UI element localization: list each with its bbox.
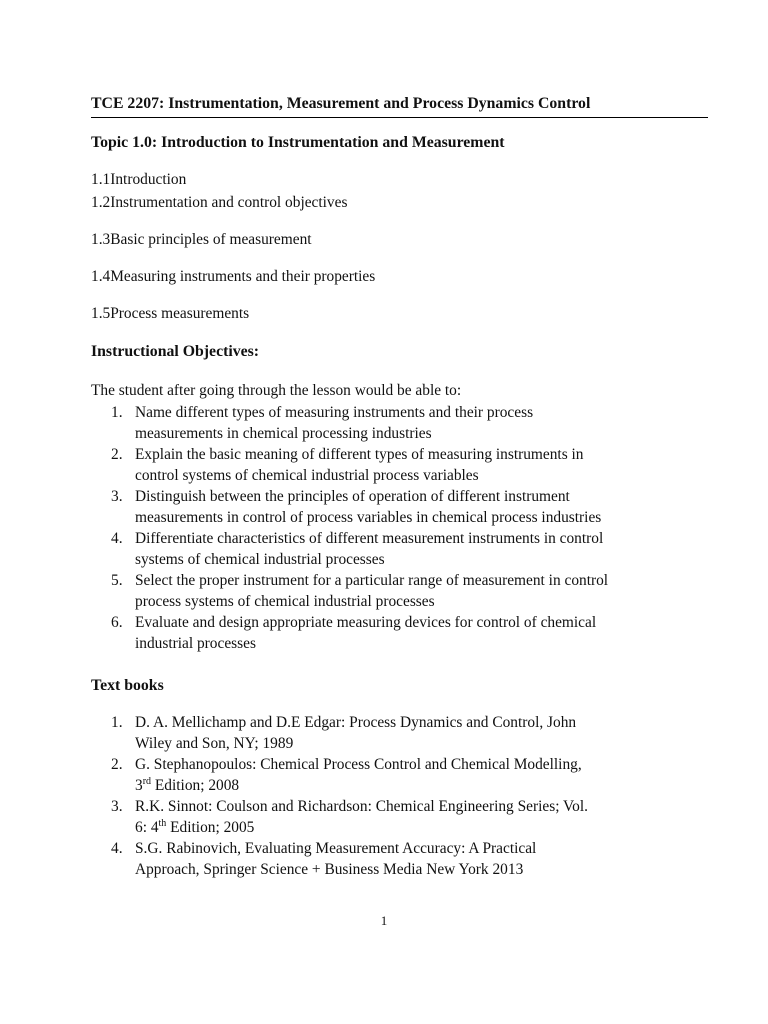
topic-title: Topic 1.0: Introduction to Instrumentation and Measurement xyxy=(91,134,505,151)
toc-item: 1.3Basic principles of measurement xyxy=(91,231,312,248)
course-title: TCE 2207: Instrumentation, Measurement and Process Dynamics Control xyxy=(91,93,708,118)
objective-line: Differentiate characteristics of different measurement instruments in control xyxy=(135,530,604,547)
list-item xyxy=(91,570,691,612)
objective-line: Distinguish between the principles of operation of different instrument xyxy=(135,488,570,505)
objective-line: Explain the basic meaning of different types of measuring instruments in xyxy=(135,446,584,463)
objectives-heading: Instructional Objectives: xyxy=(91,343,260,360)
list-number: 3. xyxy=(111,488,123,505)
list-item xyxy=(91,402,691,444)
list-item xyxy=(91,712,691,754)
list-number: 5. xyxy=(111,572,123,589)
objectives-list xyxy=(91,402,691,654)
list-number: 4. xyxy=(111,840,123,857)
toc-item: 1.5Process measurements xyxy=(91,305,250,322)
list-number: 3. xyxy=(111,798,123,815)
list-item xyxy=(91,612,691,654)
textbook-line: D. A. Mellichamp and D.E Edgar: Process Dynamics and Control, John xyxy=(135,714,577,731)
list-number: 2. xyxy=(111,756,123,773)
textbook-line: Approach, Springer Science + Business Media New York 2013 xyxy=(135,861,524,878)
list-number: 2. xyxy=(111,446,123,463)
objective-line: Select the proper instrument for a particular range of measurement in control xyxy=(135,572,609,589)
textbooks-list xyxy=(91,712,691,880)
list-item xyxy=(91,444,691,486)
objective-line: process systems of chemical industrial processes xyxy=(135,593,435,610)
list-item xyxy=(91,486,691,528)
textbook-line: 3rd Edition; 2008 xyxy=(135,775,240,794)
list-item xyxy=(91,796,691,838)
list-item xyxy=(91,754,691,796)
textbook-line: S.G. Rabinovich, Evaluating Measurement Accuracy: A Practical xyxy=(135,840,537,857)
textbooks-heading: Text books xyxy=(91,677,164,694)
objectives-intro: The student after going through the lesson would be able to: xyxy=(91,382,462,399)
list-number: 6. xyxy=(111,614,123,631)
list-number: 1. xyxy=(111,714,123,731)
toc-item: 1.2Instrumentation and control objectives xyxy=(91,194,348,211)
objective-line: control systems of chemical industrial process variables xyxy=(135,467,479,484)
toc-item: 1.1Introduction xyxy=(91,171,187,188)
textbook-line: 6: 4th Edition; 2005 xyxy=(135,817,255,836)
textbook-line: Wiley and Son, NY; 1989 xyxy=(135,735,294,752)
objective-line: Name different types of measuring instruments and their process xyxy=(135,404,534,421)
list-item xyxy=(91,528,691,570)
objective-line: systems of chemical industrial processes xyxy=(135,551,385,568)
objective-line: Evaluate and design appropriate measuring devices for control of chemical xyxy=(135,614,597,631)
list-number: 1. xyxy=(111,404,123,421)
list-number: 4. xyxy=(111,530,123,547)
page-number: 1 xyxy=(380,913,388,928)
objective-line: measurements in chemical processing industries xyxy=(135,425,432,442)
textbook-line: G. Stephanopoulos: Chemical Process Control and Chemical Modelling, xyxy=(135,756,582,773)
list-item xyxy=(91,838,691,880)
textbook-line: R.K. Sinnot: Coulson and Richardson: Chemical Engineering Series; Vol. xyxy=(135,798,588,815)
objective-line: industrial processes xyxy=(135,635,256,652)
toc-item: 1.4Measuring instruments and their properties xyxy=(91,268,376,285)
objective-line: measurements in control of process variables in chemical process industries xyxy=(135,509,602,526)
